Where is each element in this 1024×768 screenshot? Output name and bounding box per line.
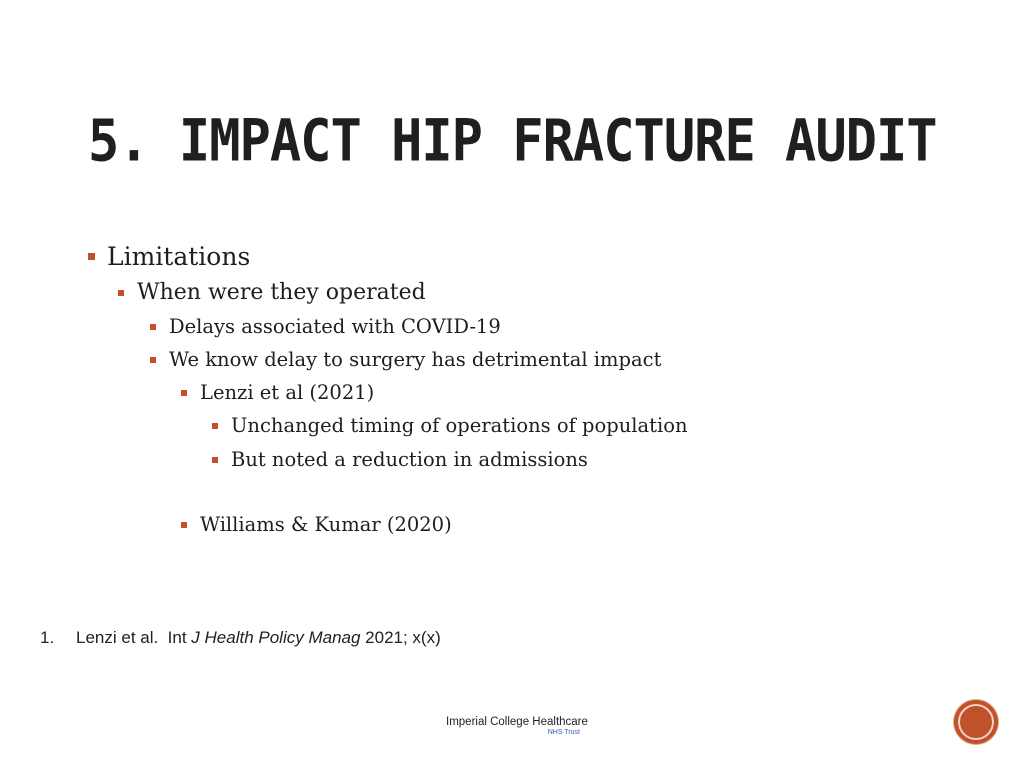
logo-trust: NHS Trust xyxy=(547,729,580,736)
bullet-text: Unchanged timing of operations of population xyxy=(231,414,688,437)
square-bullet-icon xyxy=(150,324,156,330)
reference-number: 1. xyxy=(40,628,55,647)
imperial-logo xyxy=(446,716,586,736)
bullet-unchanged-timing xyxy=(212,414,688,437)
square-bullet-icon xyxy=(118,290,124,296)
bullet-covid-delays xyxy=(150,315,501,338)
slide-nav-circle-icon[interactable] xyxy=(954,700,998,744)
reference-footnote xyxy=(40,628,441,648)
bullet-williams-kumar xyxy=(181,513,452,536)
bullet-delay-impact xyxy=(150,348,661,371)
reference-details: 2021; x(x) xyxy=(360,628,441,647)
bullet-when-operated xyxy=(118,280,426,305)
bullet-text: But noted a reduction in admissions xyxy=(231,448,588,471)
bullet-text: When were they operated xyxy=(137,280,426,305)
bullet-text: We know delay to surgery has detrimental impact xyxy=(169,348,662,371)
square-bullet-icon xyxy=(181,522,187,528)
bullet-reduction-admissions xyxy=(212,448,588,471)
square-bullet-icon xyxy=(150,357,156,363)
bullet-text: Williams & Kumar (2020) xyxy=(200,513,452,536)
nav-circle-inner-ring xyxy=(958,704,994,740)
bullet-limitations xyxy=(88,242,250,271)
square-bullet-icon xyxy=(212,457,218,463)
bullet-text: Delays associated with COVID-19 xyxy=(169,315,501,338)
bullet-lenzi xyxy=(181,381,374,404)
reference-journal: J Health Policy Manag xyxy=(191,628,361,647)
square-bullet-icon xyxy=(88,253,95,260)
slide-title: 5. IMPACT HIP FRACTURE AUDIT xyxy=(88,108,937,176)
reference-authors: Lenzi et al. Int xyxy=(76,628,192,647)
logo-name: Imperial College Healthcare xyxy=(446,716,588,728)
bullet-text: Limitations xyxy=(107,242,251,271)
square-bullet-icon xyxy=(181,390,187,396)
bullet-text: Lenzi et al (2021) xyxy=(200,381,375,404)
square-bullet-icon xyxy=(212,423,218,429)
